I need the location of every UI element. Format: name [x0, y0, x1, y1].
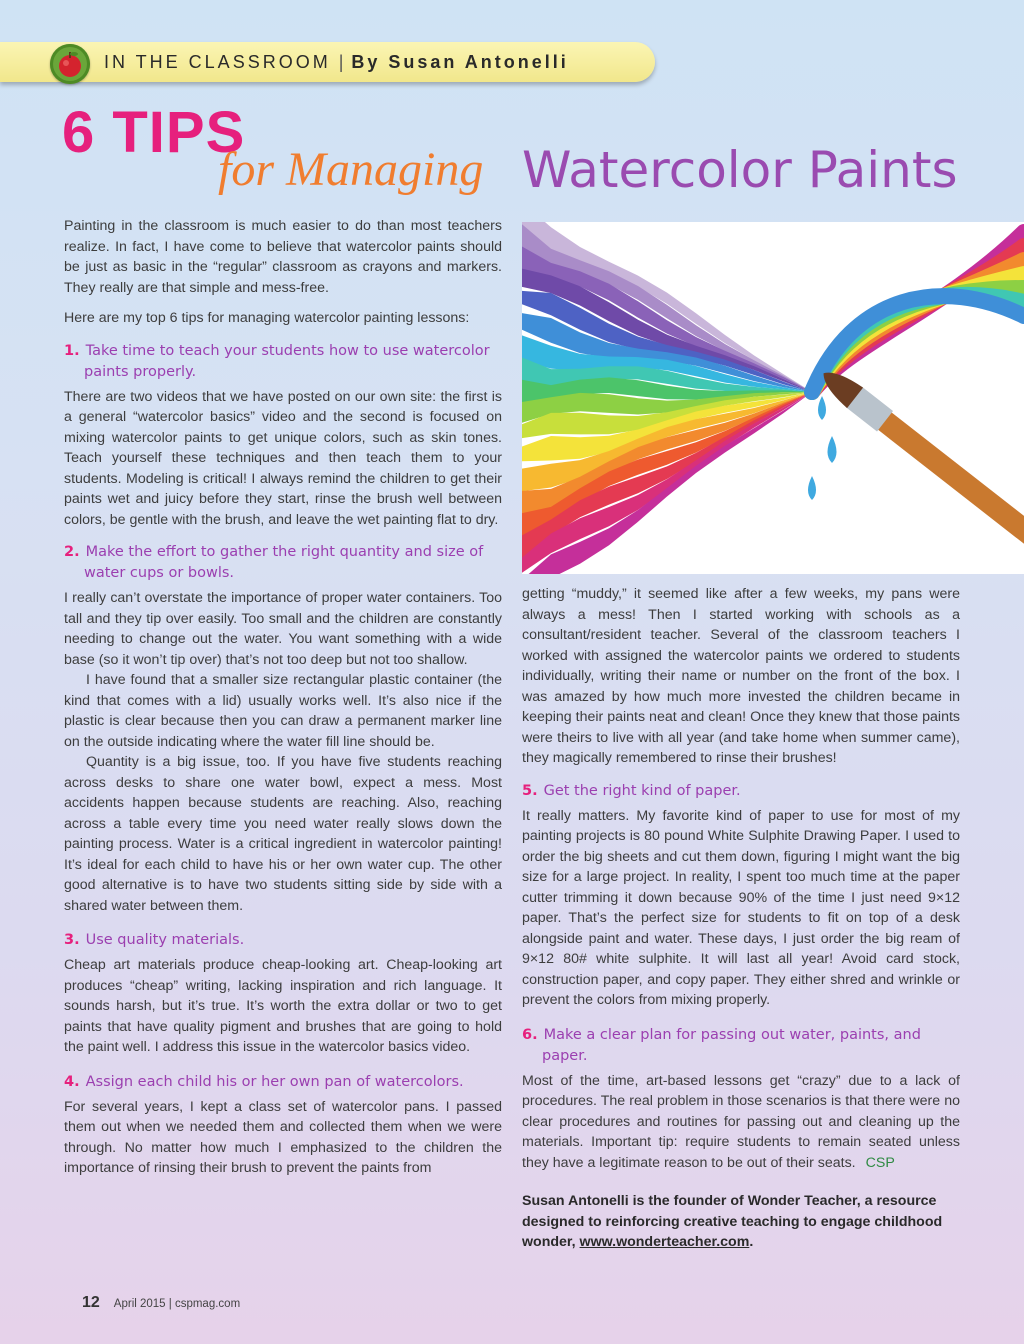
tip-paragraph: There are two videos that we have posted on our own site: the first is a general “watercolor basics” video and the second is focused on mixing watercolor paints to get unique colors, such as skin tones. Teach yourself these techniques and then teach them to your students. Modeling is critical! I always remind the children to get their paints wet and juicy before they start, rinse the brush well between colors, be gentle with the brush, and leave the wet painting flat to dry. [64, 388, 502, 528]
tip-paragraph [522, 1071, 960, 1174]
tip-title: Take time to teach your students how to use watercolor paints properly. [84, 342, 490, 380]
tip-number: 5. [522, 782, 538, 799]
author-bio-text: Susan Antonelli is the founder of Wonder Teacher, a resource designed to reinforcing creative teaching to engage childhood wonder, [522, 1193, 943, 1250]
water-drop-icon [808, 476, 816, 500]
tip-paragraph: I have found that a smaller size rectangular plastic container (the kind that comes with a lid) usually works well. It’s also nice if the plastic is clear because then you can draw a permanent marker line on the outside indicating where the water fill line should be. [64, 672, 502, 750]
tip-number: 4. [64, 1073, 80, 1090]
intro-paragraph: Painting in the classroom is much easier to do than most teachers realize. In fact, I have come to believe that watercolor paints should be just as basic in the “regular” classroom as crayons and markers. They really are that simple and mess-free. [64, 218, 502, 296]
tip-heading [64, 542, 502, 584]
section-name: IN THE CLASSROOM [104, 52, 331, 72]
water-drop-icon [818, 396, 826, 420]
right-column [522, 584, 960, 1263]
tip-heading [64, 341, 502, 383]
water-drop-icon [828, 436, 837, 463]
tip-paragraph: Quantity is a big issue, too. If you have five students reaching across desks to share one water bowl, expect a mess. Most accidents happen because students are reaching. Also, reaching across a table every time you need water really slows down the painting process. Water is a critical ingredient in watercolor painting! It’s ideal for each child to have his or her own water cup. The other good alternative is to have two students sitting side by side with a shared water between them. [64, 754, 502, 914]
footer-meta: April 2015 | cspmag.com [113, 1298, 241, 1310]
tip-number: 6. [522, 1026, 538, 1043]
rainbow-paint-art [522, 222, 1024, 574]
tip-heading [64, 930, 502, 951]
tip-title: Make the effort to gather the right quantity and size of water cups or bowls. [84, 544, 484, 581]
tip-paragraph: It really matters. My favorite kind of paper to use for most of my painting projects is 80 pound White Sulphite Drawing Paper. I used to order the big sheets and cut them down, figuring I might want the big size for a large project. In reality, I spent too much time at the paper cutter trimming it down because 90% of the time I just need 9×12 paper. That’s the perfect size for students to fit on top of a desk alongside paint and water. These days, I just order the big ream of 9×12 80# white sulphite. It will last all year! Avoid card stock, construction paper, and copy paper. They either shred and wrinkle or prevent the colors from mixing properly. [522, 807, 960, 1008]
author-bio-tail: . [749, 1234, 754, 1250]
brush-handle [870, 406, 1024, 565]
tip-title: Get the right kind of paper. [543, 782, 741, 799]
tip-paragraph-continued: getting “muddy,” it seemed like after a few weeks, my pans were always a mess! Then I started working with schools as a consultant/resident teacher. Several of the classroom teachers I worked with assigned the watercolor paints we ordered to students individually, writing their name or number on the front of the box. I was amazed by how much more invested the children became in keeping their paints neat and clean! Once they knew that those paints were theirs to live with all year (and take home when summer came), they magically remembered to rinse their brushes! [522, 586, 960, 766]
tip-number: 2. [64, 544, 80, 560]
tip-heading [522, 1025, 960, 1067]
paintbrush-icon [816, 363, 1024, 567]
intro-paragraph: Here are my top 6 tips for managing watercolor painting lessons: [64, 310, 470, 326]
page-footer [82, 1294, 240, 1312]
watercolor-illustration [522, 222, 1024, 574]
tip-paragraph: For several years, I kept a class set of watercolor pans. I passed them out when we needed them and collected them when we were through. No matter how much I emphasized to the children the importance of rinsing their brush to prevent the paints from [64, 1098, 502, 1176]
tip-number: 3. [64, 932, 80, 948]
apple-icon [50, 44, 90, 84]
author-website-link[interactable]: www.wonderteacher.com [579, 1234, 750, 1250]
tip-title: Assign each child his or her own pan of watercolors. [85, 1073, 464, 1090]
section-label [104, 52, 569, 73]
separator: | [338, 52, 344, 72]
title-tips: 6 TIPS [62, 100, 246, 165]
tip-paragraph-text: Most of the time, art-based lessons get “crazy” due to a lack of procedures. The real problem in those scenarios is that there were no clear procedures and routines for passing out and cleaning up the materials. Important tip: require students to remain seated unless they have a legitimate reason to be out of their seats. [522, 1072, 960, 1171]
end-mark: CSP [865, 1154, 895, 1171]
tip-title: Use quality materials. [85, 932, 245, 948]
title-for-managing: for Managing [218, 143, 484, 196]
tip-heading [64, 1072, 502, 1093]
tip-number: 1. [64, 342, 80, 359]
apple-icon-graphic [50, 44, 90, 84]
tip-paragraph: Cheap art materials produce cheap-looking art. Cheap-looking art produces “cheap” writing, lacking inspiration and rich language. It sounds harsh, but it’s true. It’s worth the extra dollar or two to get paints that have quality pigment and brushes that are going to hold the paint well. I address this issue in the watercolor basics video. [64, 957, 502, 1055]
title-watercolor-paints: Watercolor Paints [522, 141, 958, 199]
byline: By Susan Antonelli [351, 52, 569, 72]
author-bio [522, 1191, 960, 1253]
page-number: 12 [82, 1294, 100, 1311]
tip-paragraph: I really can’t overstate the importance of proper water containers. Too tall and they tip over easily. Too small and the children are constantly needing to change out the water. You want something with a wide base (so it won’t tip over) that’s not too deep but not too shallow. [64, 590, 502, 668]
left-column [64, 216, 502, 1189]
tip-heading [522, 781, 960, 802]
tip-title: Make a clear plan for passing out water, paints, and paper. [542, 1026, 921, 1064]
